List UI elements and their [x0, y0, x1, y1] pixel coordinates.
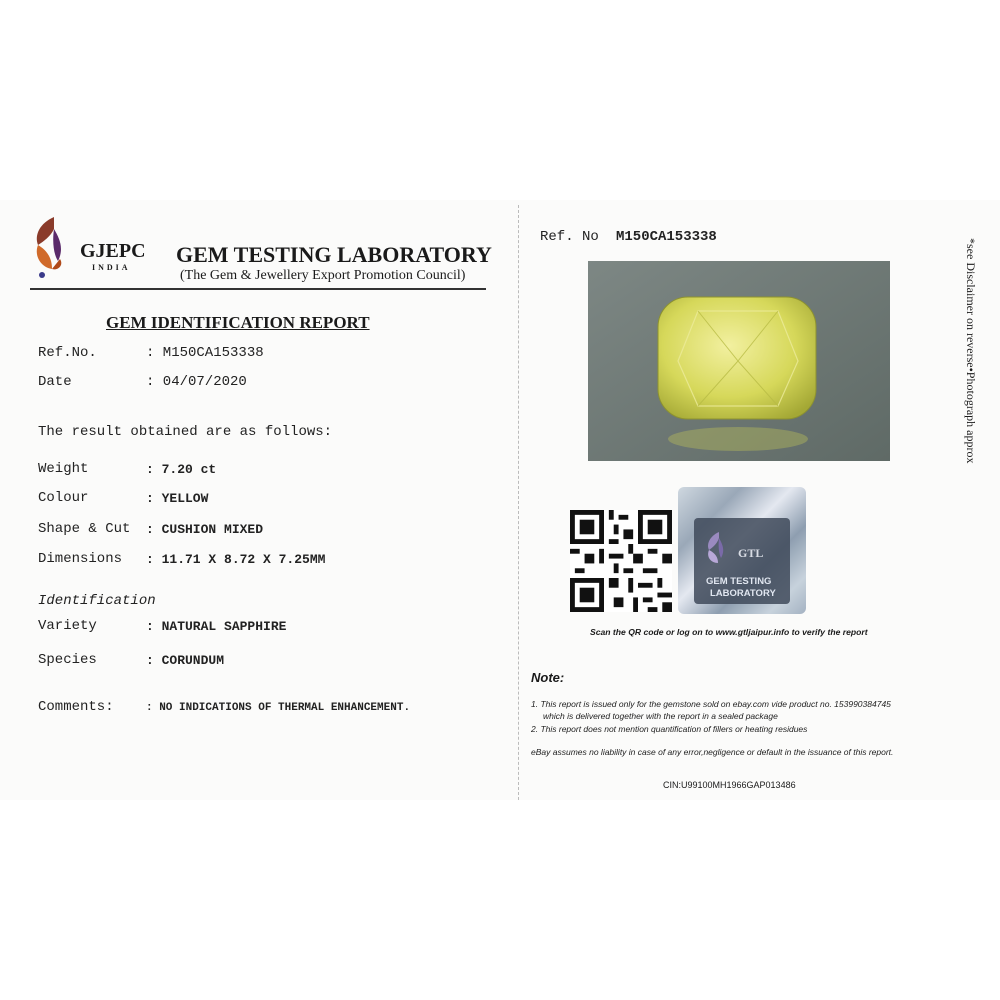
report-title: GEM IDENTIFICATION REPORT [106, 313, 370, 332]
weight-label: Weight [38, 461, 89, 477]
identification-heading: Identification [38, 593, 156, 609]
cin-number: CIN:U99100MH1966GAP013486 [663, 780, 796, 790]
qr-code-icon[interactable] [570, 510, 672, 612]
note-title: Note: [531, 670, 565, 685]
weight-value: : 7.20 ct [146, 462, 217, 477]
variety-label: Variety [38, 618, 97, 634]
right-ref-value: M150CA153338 [616, 229, 717, 245]
gemstone-photo [588, 261, 890, 461]
council-name: (The Gem & Jewellery Export Promotion Council) [180, 268, 466, 283]
colour-value: : YELLOW [146, 491, 209, 506]
side-disclaimer: *see Disclaimer on reverse•Photograph approx [964, 238, 978, 464]
species-label: Species [38, 652, 97, 668]
hologram-line2: LABORATORY [710, 588, 776, 599]
comments-label: Comments: [38, 699, 114, 715]
header-rule [30, 288, 486, 290]
variety-value: : NATURAL SAPPHIRE [146, 619, 287, 634]
hologram-butterfly-icon [704, 530, 734, 566]
gjepc-logo-sub: INDIA [92, 263, 131, 272]
comments-value: : NO INDICATIONS OF THERMAL ENHANCEMENT. [146, 702, 411, 714]
ref-value: : M150CA153338 [146, 345, 264, 361]
intro-text: The result obtained are as follows: [38, 424, 333, 440]
ref-label: Ref.No. [38, 345, 97, 361]
hologram-line1: GEM TESTING [706, 576, 772, 587]
dimensions-value: : 11.71 X 8.72 X 7.25MM [146, 552, 326, 567]
shape-label: Shape & Cut [38, 521, 131, 537]
species-value: : CORUNDUM [146, 653, 225, 668]
lab-name: GEM TESTING LABORATORY [176, 242, 492, 267]
ebay-disclaimer: eBay assumes no liability in case of any error,negligence or default in the issuance of this report. [531, 747, 894, 757]
date-label: Date [38, 374, 72, 390]
center-divider [518, 205, 519, 800]
hologram-logo: GTL [738, 546, 764, 560]
note-line-1b: which is delivered together with the report in a sealed package [543, 711, 778, 721]
colour-label: Colour [38, 490, 89, 506]
shape-value: : CUSHION MIXED [146, 522, 264, 537]
right-ref-label: Ref. No [540, 229, 599, 245]
note-line-1: 1. This report is issued only for the gemstone sold on ebay.com vide product no. 153990384745 [531, 699, 891, 709]
gjepc-logo-text: GJEPC [80, 240, 146, 262]
dimensions-label: Dimensions [38, 551, 123, 567]
date-value: : 04/07/2020 [146, 374, 247, 390]
note-line-2: 2. This report does not mention quantification of fillers or heating residues [531, 724, 808, 734]
gjepc-logo-icon [30, 215, 78, 279]
scan-instruction: Scan the QR code or log on to www.gtljaipur.info to verify the report [590, 627, 868, 637]
